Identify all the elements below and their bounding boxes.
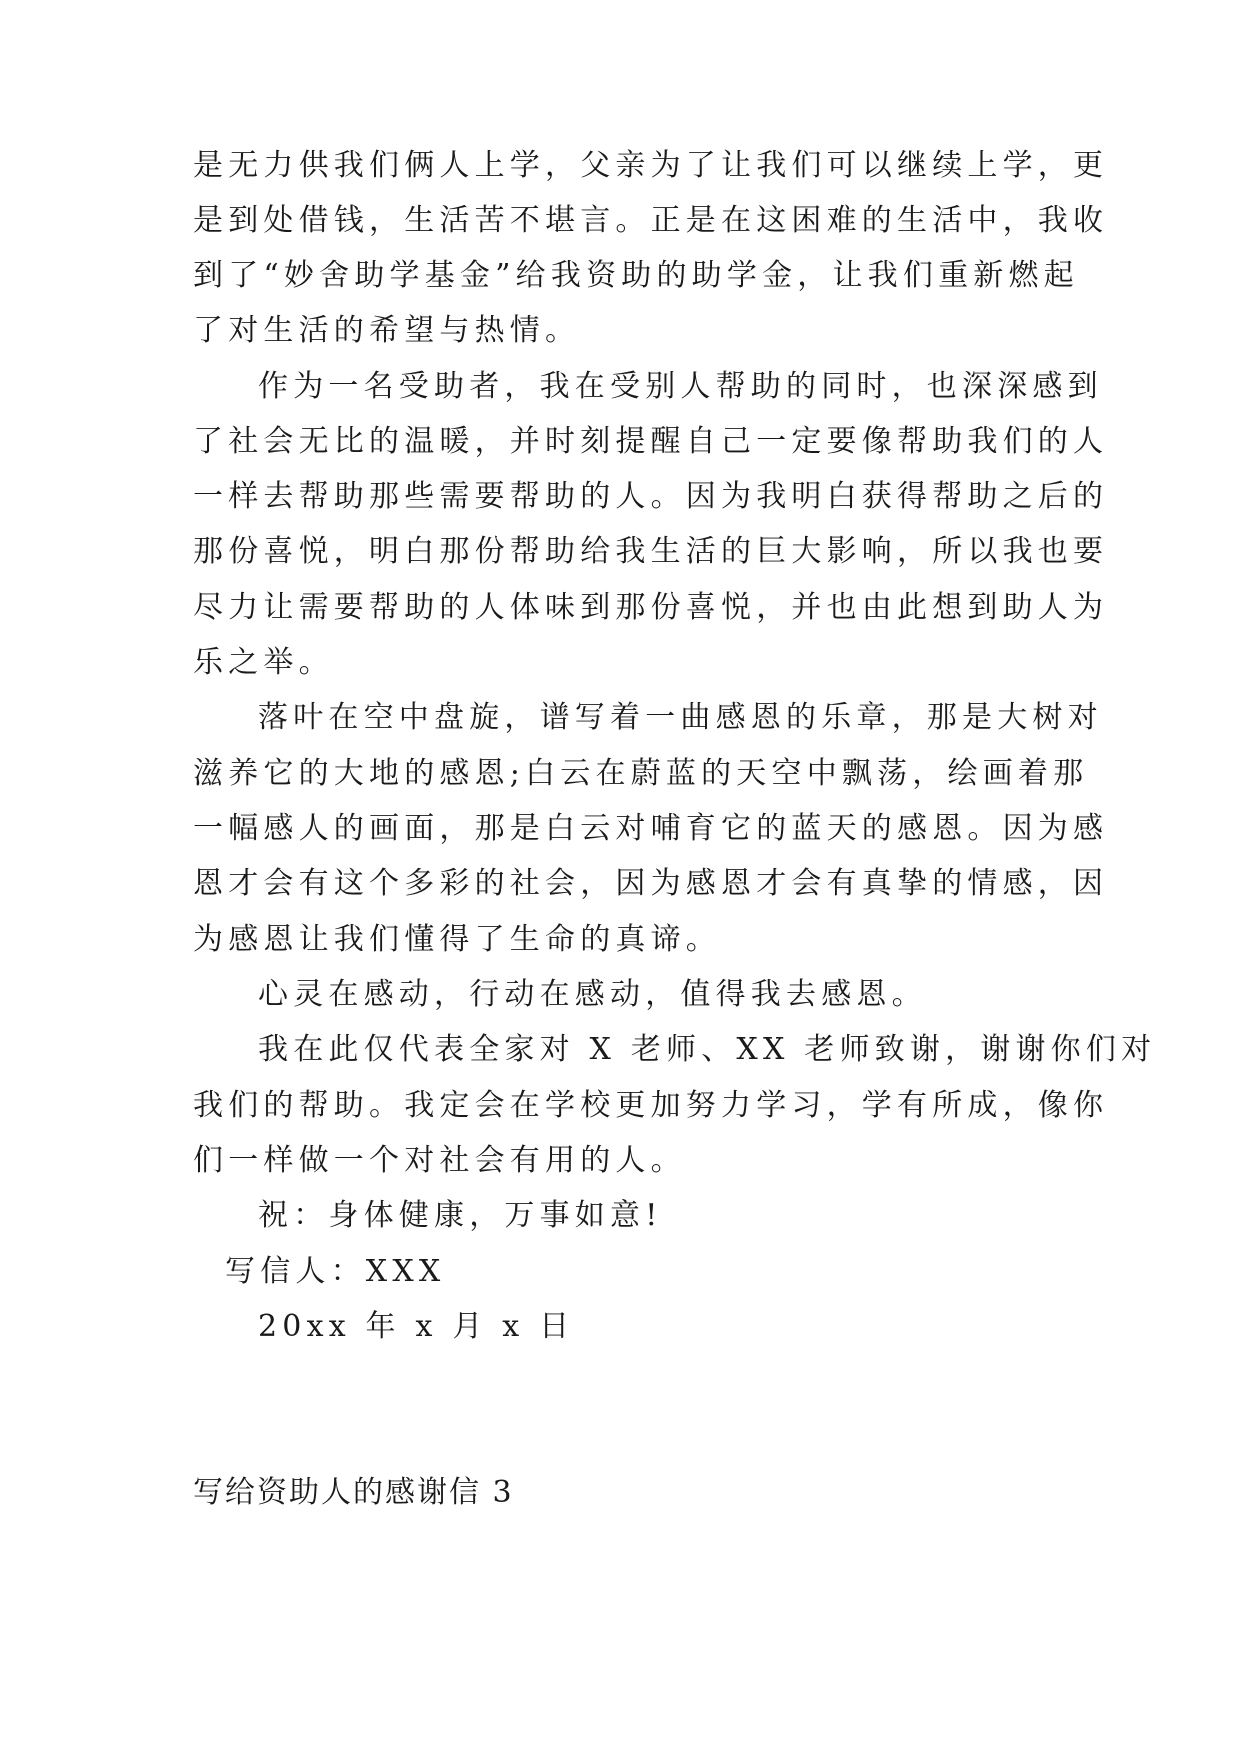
body-line: 了对生活的希望与热情。 (193, 313, 581, 348)
body-line: 们一样做一个对社会有用的人。 (193, 1143, 686, 1178)
body-line: 是无力供我们俩人上学，父亲为了让我们可以继续上学，更 (193, 148, 1109, 183)
section-heading: 写给资助人的感谢信 3 (193, 1475, 514, 1510)
signature-writer: 写信人：XXX (225, 1254, 446, 1289)
body-line: 为感恩让我们懂得了生命的真谛。 (193, 922, 721, 957)
closing-wish: 祝：身体健康，万事如意! (258, 1198, 663, 1233)
body-line: 我们的帮助。我定会在学校更加努力学习，学有所成，像你 (193, 1088, 1109, 1123)
paragraph-first-line: 作为一名受助者，我在受别人帮助的同时，也深深感到 (258, 369, 1103, 404)
signature-date: 20xx 年 x 月 x 日 (258, 1309, 575, 1344)
body-line: 一幅感人的画面，那是白云对哺育它的蓝天的感恩。因为感 (193, 811, 1109, 846)
body-line: 一样去帮助那些需要帮助的人。因为我明白获得帮助之后的 (193, 479, 1109, 514)
paragraph-first-line: 落叶在空中盘旋，谱写着一曲感恩的乐章，那是大树对 (258, 700, 1103, 735)
body-line: 恩才会有这个多彩的社会，因为感恩才会有真挚的情感，因 (193, 866, 1109, 901)
body-line: 滋养它的大地的感恩;白云在蔚蓝的天空中飘荡，绘画着那 (193, 756, 1089, 791)
body-line: 乐之举。 (193, 645, 334, 680)
body-line: 是到处借钱，生活苦不堪言。正是在这困难的生活中，我收 (193, 203, 1109, 238)
body-line: 尽力让需要帮助的人体味到那份喜悦，并也由此想到助人为 (193, 590, 1109, 625)
body-line: 到了“妙舍助学基金”给我资助的助学金，让我们重新燃起 (193, 258, 1079, 293)
paragraph-first-line: 我在此仅代表全家对 X 老师、XX 老师致谢，谢谢你们对 (258, 1032, 1157, 1067)
body-line: 了社会无比的温暖，并时刻提醒自己一定要像帮助我们的人 (193, 424, 1109, 459)
paragraph-first-line: 心灵在感动，行动在感动，值得我去感恩。 (258, 977, 927, 1012)
body-line: 那份喜悦，明白那份帮助给我生活的巨大影响，所以我也要 (193, 534, 1109, 569)
